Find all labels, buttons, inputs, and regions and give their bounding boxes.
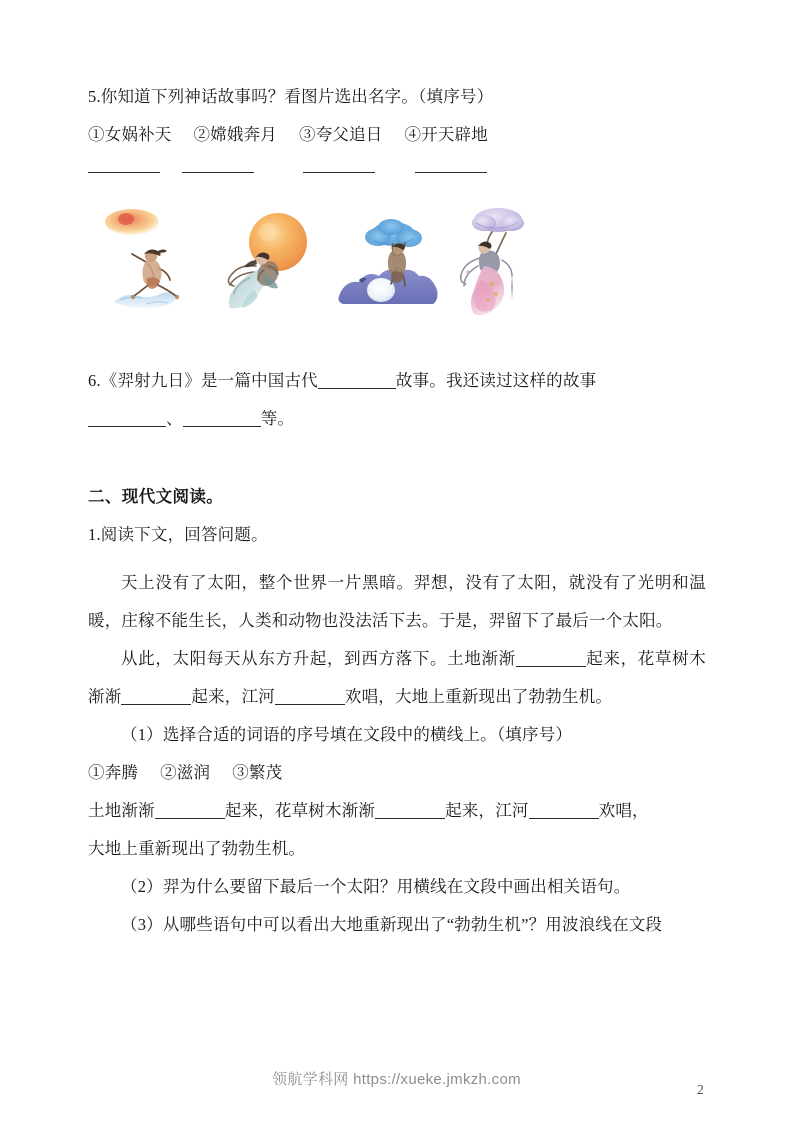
- page-number: 2: [697, 1082, 704, 1097]
- figure-pangu-separating-heaven-earth: [333, 204, 445, 316]
- p2-text-d: 欢唱，大地上重新现出了勃勃生机。: [344, 687, 613, 706]
- answer-blank[interactable]: [275, 704, 345, 705]
- sub-question-3-prompt: （3）从哪些语句中可以看出大地重新现出了“勃勃生机”？用波浪线在文段: [121, 915, 663, 934]
- answer-blank[interactable]: [318, 388, 396, 389]
- answer-blank[interactable]: [415, 172, 487, 173]
- section-2-question-1-prompt: 1.阅读下文，回答问题。: [88, 525, 268, 544]
- figure-kuafu-chasing-sun: [102, 204, 210, 316]
- sub-question-1-options: [88, 754, 708, 792]
- q5-option-1: ①女娲补天: [88, 125, 172, 144]
- figure-nuwa-mending-sky: [440, 198, 550, 316]
- answer-blank[interactable]: [303, 172, 375, 173]
- scan-artifact-mark: [511, 274, 513, 300]
- section-2-title: 二、现代文阅读。: [88, 487, 224, 506]
- footer-watermark: [0, 1068, 793, 1089]
- answer-blank[interactable]: [88, 172, 160, 173]
- passage-paragraph-2: [88, 640, 706, 716]
- figure-change-flying-to-moon: [210, 204, 326, 316]
- p2-text-b: 起来，花草树木渐渐: [88, 649, 706, 706]
- q5-option-2: ②嫦娥奔月: [193, 125, 277, 144]
- answer-blank[interactable]: [88, 426, 166, 427]
- question-6-line-1: [88, 362, 708, 400]
- answer-blank[interactable]: [183, 426, 261, 427]
- question-5-answer-blanks: [88, 164, 708, 186]
- q6-text-a: 6.《羿射九日》是一篇中国古代: [88, 371, 318, 390]
- answer-blank[interactable]: [375, 818, 445, 819]
- q5-option-3: ③夸父追日: [299, 125, 383, 144]
- sub1-option-3: ③繁茂: [232, 763, 283, 782]
- footer-url: https://xueke.jmkzh.com: [353, 1071, 521, 1088]
- answer-blank[interactable]: [182, 172, 254, 173]
- q5-option-4: ④开天辟地: [404, 125, 488, 144]
- passage-paragraph-1: 天上没有了太阳，整个世界一片黑暗。羿想，没有了太阳，就没有了光明和温暖，庄稼不能生长，人类和动物也没法活下去。于是，羿留下了最后一个太阳。: [88, 573, 706, 630]
- p2-text-c: 起来，江河: [191, 687, 275, 706]
- sub1-option-2: ②滋润: [160, 763, 211, 782]
- question-5-figure-row: [88, 198, 708, 316]
- answer-blank[interactable]: [516, 666, 586, 667]
- p2-text-a: 从此，太阳每天从东方升起，到西方落下。土地渐渐: [121, 649, 516, 668]
- page-content: [88, 78, 708, 944]
- sub1-fill-c: 起来，江河: [445, 801, 529, 820]
- question-5-prompt: 5.你知道下列神话故事吗？看图片选出名字。（填序号）: [88, 87, 494, 106]
- question-6-line-2: [88, 400, 708, 438]
- q6-separator: 、: [166, 409, 183, 428]
- answer-blank[interactable]: [529, 818, 599, 819]
- sub1-option-1: ①奔腾: [88, 763, 139, 782]
- sub-question-1-prompt: （1）选择合适的词语的序号填在文段中的横线上。（填序号）: [121, 725, 573, 744]
- sub-question-2-prompt: （2）羿为什么要留下最后一个太阳？用横线在文段中画出相关语句。: [121, 877, 631, 896]
- q6-text-end: 等。: [260, 409, 295, 428]
- sub1-fill-b: 起来，花草树木渐渐: [224, 801, 376, 820]
- question-5-options: [88, 116, 708, 154]
- footer-site-name: 领航学科网: [272, 1071, 349, 1088]
- answer-blank[interactable]: [121, 704, 191, 705]
- answer-blank[interactable]: [155, 818, 225, 819]
- sub-question-1-fill-line-2: 大地上重新现出了勃勃生机。: [88, 839, 306, 858]
- q6-text-b: 故事。我还读过这样的故事: [395, 371, 597, 390]
- sub1-fill-a: 土地渐渐: [88, 801, 155, 820]
- sub1-fill-d: 欢唱，: [598, 801, 649, 820]
- sub-question-1-fill-line-1: [88, 792, 708, 830]
